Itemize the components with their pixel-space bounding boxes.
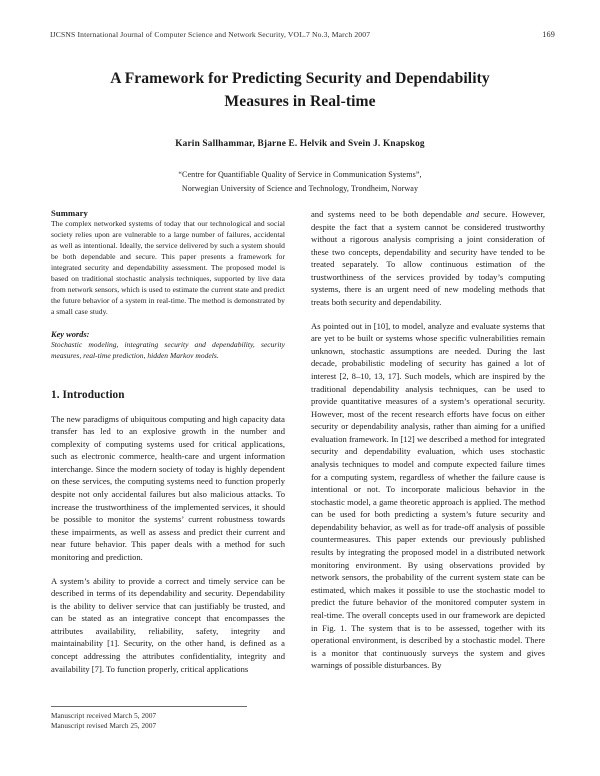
intro-paragraph-1: The new paradigms of ubiquitous computing and high capacity data transfer has led to an explosive growth in the number and complexity of computing systems used for critical applications, such as electronic commerce, health-care and urgent information interchange. Since the modern society of today is highly dependent on these services, the computing systems need to function properly despite not only accidental failures but also malicious attacks. To increase the trustworthiness of the implemented services, it should be possible to monitor the systems’ current robustness towards these impairments, as well as assess and predict their current and near future behavior. This paper deals with a method for such monitoring and prediction.	[51, 413, 285, 562]
paper-title-line-1: A Framework for Predicting Security and Dependability	[110, 70, 490, 87]
section-heading-introduction: 1. Introduction	[51, 388, 125, 401]
summary-text: The complex networked systems of today that our technological and social society relies upon are vulnerable to a large number of failures, accidental as well as intentional. Ideally, the service delivered by such a system should be both dependable and secure. This paper presents a framework for integrated security and dependability assessment. The proposed model is based on traditional stochastic analysis techniques, supported by live data from network sensors, which is used to estimate the current state and predict the future behavior of a system in real-time. The method is demonstrated by a small case study.	[51, 219, 285, 316]
affiliation	[58, 168, 542, 195]
author-list: Karin Sallhammar, Bjarne E. Helvik and Svein J. Knapskog	[175, 139, 425, 150]
page-number: 169	[542, 30, 555, 39]
manuscript-received-line: Manuscript received March 5, 2007	[51, 712, 157, 720]
footnote-divider	[51, 706, 247, 707]
summary-heading: Summary	[51, 208, 88, 218]
left-column	[51, 208, 285, 700]
intro-paragraph-4: As pointed out in [10], to model, analyze and evaluate systems that are yet to be built or systems whose specific vulnerabilities remain unknown, stochastic assumptions are needed. During the last decade, probabilistic modeling of security has gained a lot of interest [2, 8–10, 13, 17]. Such models, which are inspired by the traditional dependability analysis techniques, can be used to provide quantitative measures of a system’s operational security. However, most of the recent research efforts have focus on either security or dependability analysis, rather than aiming for a unified evaluation framework. In [12] we described a method for integrated security and dependability evaluation, which uses stochastic analysis techniques to model and compute expected failure times for a computing system, regardless of whether the failure cause is intentional or not. To incorporate malicious behavior in the stochastic model, a game theoretic approach is applied. The method can be used for both predicting a system’s future security and dependability behavior, as well as for trade-off analysis of possible countermeasures. This paper extends our previously published results by integrating the proposed model in a distributed network monitoring environment. By using observations provided by network sensors, the probability of the current system state can be estimated, which makes it possible to use the stochastic model to predict the future behavior of the monitored computer system in real-time. The overall concepts used in our framework are depicted in Fig. 1. The system that is to be assessed, together with its operational environment, is described by a stochastic model. There is a monitor that continuously surveys the system and gives warnings of possible disturbances. By	[311, 320, 545, 671]
keywords-text: Stochastic modeling, integrating security and dependability, security measures, real-time prediction, hidden Markov models.	[51, 339, 285, 360]
affiliation-line-2: Norwegian University of Science and Technology, Trondheim, Norway	[181, 183, 419, 193]
emphasis-and: and	[466, 209, 480, 219]
intro-paragraph-3	[311, 208, 545, 309]
paper-title-line-2: Measures in Real-time	[224, 92, 376, 110]
body-columns	[51, 208, 554, 700]
intro-paragraph-3-part-b: secure. However, despite the fact that a system cannot be considered trustworthy without a rigorous analysis comprising a joint consideration of these two concepts, dependability and security have tended to be treated separately. To allow continuous estimation of the trustworthiness of the services provided by today’s computing systems, there is an urgent need of new modeling methods that treats both security and dependability.	[311, 209, 545, 308]
title-block	[58, 68, 542, 195]
manuscript-footnote	[51, 706, 261, 731]
intro-paragraph-3-part-a: and systems need to be both dependable	[311, 209, 467, 219]
paper-title	[58, 68, 542, 113]
intro-paragraph-2: A system’s ability to provide a correct and timely service can be described in terms of its dependability and security. Dependability is the ability to deliver service that can justifiably be trusted, and can be stated as an integrative concept that encompasses the attributes availability, reliability, safety, integrity and maintainability [1]. Security, on the other hand, is defined as a concept addressing the attributes confidentiality, integrity and availability [7]. To function properly, critical applications	[51, 575, 285, 674]
right-column	[311, 208, 545, 700]
manuscript-revised-line: Manuscript revised March 25, 2007	[51, 722, 157, 731]
running-header	[50, 30, 555, 39]
journal-citation-line: IJCSNS International Journal of Computer Science and Network Security, VOL.7 No.3, March 2007	[50, 30, 371, 39]
keywords-heading: Key words:	[51, 329, 90, 339]
affiliation-line-1: “Centre for Quantifiable Quality of Service in Communication Systems”,	[178, 170, 422, 180]
